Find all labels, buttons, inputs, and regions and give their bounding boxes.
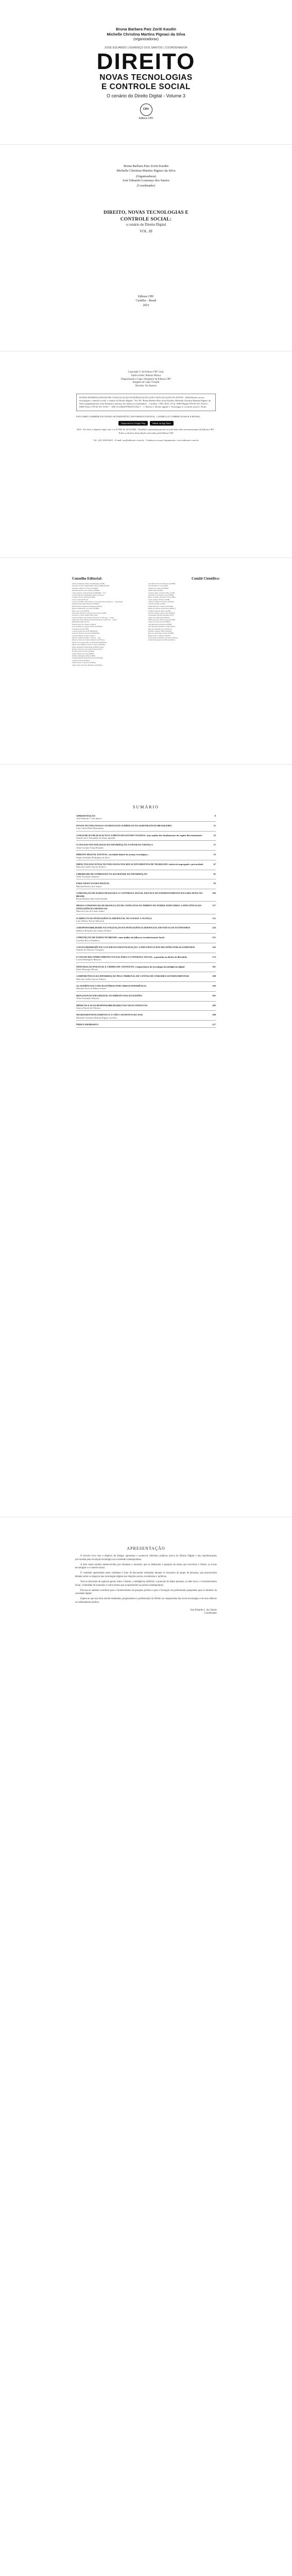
toc-entry-author: Lorena Rodrigues Massaro — [76, 958, 101, 961]
publisher-contact: Tel.: (41) 3039-6418 – E-mail: sac@editoracrv.com.br · Conheça os nossos lançamentos: www.editoracrv.com.br — [93, 438, 199, 442]
credits-page — [0, 351, 292, 557]
credits-line: Revisão: Os Autores — [135, 385, 157, 387]
council-member: Rafael Faria Coutinho (UENF) — [148, 634, 170, 637]
council-member: Luis Fernando Paulista Cotian (UFV) — [148, 625, 176, 628]
toc-divider — [76, 831, 216, 832]
toc-entry-title: REFLEXOS DA ERA DIGITAL NO DIREITO DAS SUCESSÕES — [76, 994, 142, 997]
title-line: DIREITO, NOVAS TECNOLOGIAS E — [103, 210, 189, 216]
council-member: Eduardo Fernandes Barbosa (UFMG) — [72, 603, 99, 605]
council-member: Anselmo Alencar Colares (UFOPA) — [72, 587, 98, 589]
toc-divider — [76, 991, 216, 992]
title-page-publisher — [0, 295, 292, 308]
toc-entry-author: Bruna Barbara Paiz Zoriti Kasdin — [76, 897, 108, 901]
credits-header — [76, 371, 216, 388]
council-member: Marcelo Paixão (UFRJ e UTexas – US) — [72, 637, 101, 639]
cover-author: Michelle Christina Martins Pignaci da Silva — [107, 32, 185, 37]
cover-subtitle-line: E CONTROLE SOCIAL — [101, 82, 191, 92]
toc-entry-page: 25 — [213, 834, 216, 837]
council-member: Guillermo Arias Beatón (Universidade de La Havana – Cuba) — [72, 619, 117, 621]
presentation-paragraph: O conteúdo apresentado nesta coletânea é fruto de discussões realizadas durante os encontros do grupo de pesquisa, que promoveram debates sobre os impactos das tecnologias digitais nas relações sociais, econômicas e jurídicas. — [75, 1572, 217, 1579]
toc-entry-heading — [76, 926, 216, 929]
rights-notice: 2022 · Foi feito o depósito legal conf. Lei 10.994 de 14/12/2004 · Proibida a reprodução parcial ou total desta obra sem autorização da Editora CRV · Todos os direitos desta edição reservados pela Editora CRV — [76, 428, 216, 434]
presentation-paragraph: Espera-se que esta obra auxilie estudantes, pesquisadores e profissionais do Direito na compreensão das novas tecnologias e de seus reflexos no ordenamento jurídico. — [75, 1598, 217, 1604]
council-columns — [72, 583, 220, 666]
toc-entry-title: O USO DAS TECNOLOGIAS DA INFORMAÇÃO A FAVOR DA CRIANÇA — [76, 843, 153, 846]
cover-coordination: (organizadoras) — [133, 38, 159, 42]
toc-entry-page: 205 — [212, 1004, 216, 1007]
toc-entry[interactable] — [76, 985, 216, 992]
toc-entry-author: José Eduardo L. dos Santos — [76, 817, 102, 820]
credits-line: Imagem de Capa: Freepik — [132, 381, 160, 384]
council-member: Fernando Antônio Gonçalves Alcoforado (IPB) — [72, 612, 107, 614]
council-member: Gloria Fariñas León (Universidade de La Havana – Cuba) — [72, 616, 114, 619]
publisher-logo-icon: CRV — [140, 104, 152, 116]
toc-entry[interactable] — [76, 863, 216, 870]
toc-entry-title: MÉDICOS E SUAS RESPONSABILIDADES NAS TELECONSULTAS — [76, 1004, 148, 1007]
toc-entry-title: A NOVA HERMENÊUTICA NA ERA DA DIGITALIZAÇÃO: A INFLUÊNCIA DAS DECISÕES POR ALGORITMOS — [76, 945, 195, 948]
toc-entry-author: Gabriel da F. Fernandes de Souza Spinelli — [76, 836, 115, 839]
council-member: Ubiratan Nogueira de Oliveira (FAC) — [148, 639, 175, 641]
council-member: Jacquelaine Florindo Borges (UFU) — [148, 614, 174, 617]
toc-entry-author: Matheus Pimentel dos Santos Delfino — [76, 929, 111, 932]
council-member: Maria Cristina dos Santos Bezerra (UFSCar) — [72, 639, 105, 641]
toc-entry-title: A RESPONSABILIDADE NA UTILIZAÇÃO DA INTELIGÊNCIA ARTIFICIAL EM VEÍCULOS AUTÔNOMOS — [76, 926, 191, 929]
council-member: Claudio Gontijo (UFSJ) — [148, 603, 166, 605]
toc-entry-page: 217 — [212, 1023, 216, 1026]
council-member: Solange Helena Ximenes-Rocha (UFOPA) — [72, 657, 103, 659]
toc-entry[interactable] — [76, 815, 216, 822]
title-page-name: José Eduardo Lourenço dos Santos — [123, 178, 169, 182]
council-member: Marcelo Nepomuceno (UFSCar) — [148, 628, 172, 630]
title-page-name: Michelle Christina Martins Pignaci da Silva — [116, 168, 176, 173]
toc-entry-author: Mariana Pereira dos Santos — [76, 885, 102, 888]
cover-page — [0, 0, 292, 144]
council-member: Gildásio Santana Júnior (UFB) — [148, 609, 170, 612]
title-page-names — [0, 164, 292, 188]
council-member: Jefferson Jorge Vieira Gomes (UNIP) — [148, 619, 176, 621]
council-member: José Meireles Sobrinho (UNEB) — [148, 623, 172, 625]
council-member: Leonel Severo Rocha (UNISINOS) — [72, 630, 98, 632]
council-member: Sydione Santos (UEPG) — [72, 659, 90, 662]
presentation-paragraph: Tem-se discussão de aspectos gerais sobre o direito, a inteligência artificial, a proteção de dados pessoais, as fake news, o reconhecimento facial, a liberdade de expressão e outros temas que se apresentam ao jurista contemporâneo. — [75, 1580, 217, 1587]
council-member: Natalino Salgado Filho (UFMA) — [148, 630, 172, 632]
presentation-title: APRESENTAÇÃO — [127, 1546, 165, 1551]
toc-entry[interactable] — [76, 904, 216, 914]
title-page-subtitle: o cenário do Direito Digital — [126, 223, 166, 227]
council-headings — [72, 577, 220, 581]
digital-notice: ESTA OBRA TAMBÉM ENCONTRA-SE DISPONÍVEL EM FORMATO DIGITAL. CONHEÇA E COMPRE NOSSOS E-BOOKS. — [76, 415, 201, 418]
cover-kicker: JOSÉ EDUARDO LOURENÇO DOS SANTOS | COORDENADOR — [104, 46, 188, 50]
council-member: Simone Rodrigues Pinto (UNB) — [72, 655, 95, 657]
toc-entry-page: 189 — [212, 975, 216, 978]
signature-role: Coordenador — [204, 1612, 217, 1615]
toc-entry-title: O IMPACTO DA INTELIGÊNCIA ARTIFICIAL NO ACESSO À JUSTIÇA — [76, 917, 152, 920]
toc-entry-title: O USO DO RECONHECIMENTO FACIAL PARA O CONTROLE SOCIAL: a garantia ao direito de liberdade — [76, 955, 187, 958]
store-badges — [76, 421, 216, 426]
toc-entry-page: 11 — [213, 824, 216, 827]
council-member: Sérgio Nunes de Jesus (IFRO) — [72, 652, 94, 655]
council-member: Clailton Ataídes de Freitas (UFSM) — [148, 601, 174, 603]
toc-entry-author: Carolina Ricci Ghandour — [76, 939, 100, 942]
presentation-paragraph: A obra reúne estudos desenvolvidos por discentes e docentes, que se dedicaram à pesquisa de temas que envolvem o direito, as novas tecnologias e o controle social. — [75, 1563, 217, 1570]
toc-divider — [76, 981, 216, 982]
credits-line: Copyright © da Editora CRV Ltda. — [128, 371, 164, 374]
toc-entry-page: 209 — [212, 1013, 216, 1016]
toc-entry-page: 67 — [213, 862, 216, 866]
council-member: Daniel Ricardo Castelan (PUCPR) — [148, 605, 174, 607]
toc-entry-author: Gabriel de Oliveira Cerqueira — [76, 948, 104, 952]
title-page-name: Bruna Barbara Paiz Zoriti Kasdin — [123, 164, 169, 168]
council-member: Antônio Pereira Gaio Júnior (UFRRJ) — [72, 589, 100, 592]
title-page-volume: VOL. III — [140, 229, 152, 233]
title-line: CONTROLE SOCIAL: — [120, 216, 172, 222]
council-member: André Nunes (UnB) — [148, 589, 163, 592]
toc-entry-author: Aline Assunção Siqueira — [76, 997, 99, 1000]
council-member: Armando João Dalla Costa (UFPR) — [148, 594, 174, 596]
cover-tagline: O cenário do Direito Digital - Volume 3 — [106, 93, 186, 99]
toc-entry[interactable] — [76, 926, 216, 934]
council-member: Jorge Luiz de Souza (UFOPA) — [148, 621, 170, 623]
scientific-committee-heading: Comitê Científico: — [191, 577, 220, 581]
toc-entry[interactable] — [76, 965, 216, 973]
toc-divider — [76, 933, 216, 934]
toc-entry-page: 53 — [213, 853, 216, 856]
cover-author: Bruna Barbara Paiz Zoriti Kasdin — [115, 27, 177, 31]
toc-entry-author: Marcela Coelho Garcia Tedesco — [76, 866, 106, 869]
council-member: Gustavo Abílio Galeno Arnt (UFMT) — [148, 612, 175, 614]
council-member: Ana Monteiro Costa (UPE) — [148, 585, 168, 587]
app-store-button[interactable]: Baixar na App Store — [150, 421, 174, 426]
toc-divider — [76, 1020, 216, 1021]
council-member: Anderson Catapan (UTFPR) — [148, 587, 169, 589]
credits-line: Editor-chefe: Railson Moura — [131, 374, 161, 377]
toc-entry-page: 105 — [212, 892, 216, 895]
presentation-body — [75, 1555, 217, 1605]
scientific-committee-list — [148, 583, 220, 666]
council-member: Carlos Alberto Vilar Estêvão (UMINHO – PT) — [72, 591, 106, 594]
toc-divider — [76, 901, 216, 902]
toc-entry[interactable] — [76, 892, 216, 902]
council-member: Jaime Jose Zitkoski (UFRGS) — [148, 616, 170, 619]
council-member: Carlos Federico Dominguez Avila (Unieuro) — [72, 594, 105, 596]
council-member: Carlos Alberto Ramos (UNB) — [148, 598, 170, 601]
toc-entry-page: 201 — [212, 994, 216, 997]
toc-divider — [76, 923, 216, 924]
toc-entry[interactable] — [76, 834, 216, 841]
toc-entry[interactable] — [76, 882, 216, 889]
toc-entry-page: 173 — [212, 955, 216, 958]
presentation-paragraph: O terceiro livro tem o objetivo de abrigar, apresentar e promover reflexões jurídicas acerca do Direito Digital e das transformações provocadas pela revolução tecnológica na sociedade contemporânea. — [75, 1555, 217, 1561]
toc-entry[interactable] — [76, 936, 216, 943]
publisher-line: 2022 — [143, 303, 149, 307]
toc-entry-title: INFILTRAÇÃO POLICIAL E CRIMES DE CONTEXTO: a importância da tecnologia da inteligência digital — [76, 965, 185, 968]
council-member: Tania Suely Azevedo Brasileiro (UFOPA) — [72, 664, 102, 666]
toc-entry[interactable] — [76, 975, 216, 982]
editorial-council-list — [72, 583, 144, 666]
council-member: Tadeu Oliver Gonçalves (UFPA) — [72, 662, 96, 664]
toc-entry-author: Marcela Coelho Garcia Tedesco — [76, 977, 106, 980]
council-member: Carmen Tereza Velanga (UNIR) — [72, 596, 96, 599]
signature-name: José Eduardo L. dos Santos — [190, 1608, 217, 1612]
toc-entry[interactable] — [76, 1004, 216, 1011]
council-member: Elione Maria Nogueira Diogenes (UFAL) — [72, 605, 102, 607]
council-member: Helmuth Krüger (UCP) — [72, 621, 90, 623]
toc-entry-page: 93 — [213, 882, 216, 885]
council-member: João Adalberto Campato Junior (UNESP) — [72, 625, 102, 628]
toc-entry-author: Luís Carlos Dalla Bernardina — [76, 827, 104, 830]
table-of-contents — [76, 815, 216, 1028]
title-page-role: (Organizadoras) — [136, 175, 156, 178]
toc-entry-author: Sérgio Jerônimo Rodrigues da Silva — [76, 856, 110, 859]
toc-entry-author: Mariana Alves de Moura Soares — [76, 987, 106, 990]
toc-entry-title: MEIOS CONSENSUAIS DE RESOLUÇÃO DE CONFLITOS NO ÂMBITO DO PODER JUDICIÁRIO: A INFLUÊNCIA DA INTELIGÊNCIA ARTIFICIAL — [76, 904, 201, 910]
cover-subtitle-line: NOVAS TECNOLOGIAS — [99, 73, 193, 82]
council-member: Breno de Paula Andrade Cruz (UFRJ) — [148, 596, 176, 599]
toc-entry[interactable] — [76, 824, 216, 832]
toc-divider — [76, 1027, 216, 1028]
toc-entry-page: 151 — [212, 936, 216, 939]
toc-divider — [76, 850, 216, 851]
council-member: Renato Francisco dos Santos Paula (UFG) — [72, 648, 103, 650]
toc-entry[interactable] — [76, 946, 216, 953]
toc-entry-title: DIREITO DIGITAL ESTATAL: sociedade diante do avanço tecnológico... — [76, 853, 149, 856]
toc-entry-author: Jessica Nicole de Oliveira — [76, 1007, 100, 1010]
council-member: Ana Maria Ferreira Menezes (UNEB) — [148, 583, 176, 585]
toc-entry-title: NEUROSSENTENCIAMENTO E O VIÉS COGNITIVO DO JUIZ — [76, 1013, 143, 1016]
council-member: Andréia da Silva Quintanilha Sousa (UNIR/UFRN) — [72, 585, 110, 587]
toc-entry-title: NOVAS TECNOLOGIAS E OS REFLEXOS JURÍDICOS NO AGRONEGÓCIO BRASILEIRO — [76, 824, 172, 827]
toc-entry-title: A PROTEÇÃO DE DADOS PESSOAIS E O CONTROLE SOCIAL EM FACE DO ENFRENTAMENTO DA FAKE NEWS NO BRASIL — [76, 892, 203, 897]
toc-entry-heading — [76, 843, 216, 846]
toc-entry-title: A PROTEÇÃO DE DADOS NO BRASIL: uma análise da falha no reconhecimento facial — [76, 936, 164, 939]
presentation-paragraph: Procura-se também contribuir para o fortalecimento da pesquisa jurídica e para a formação de profissionais preparados para os desafios da sociedade digital. — [75, 1589, 217, 1596]
toc-entry-heading — [76, 975, 216, 977]
toc-entry-heading — [76, 1013, 216, 1016]
toc-entry-heading — [76, 853, 216, 856]
toc-entry-page: 81 — [213, 872, 216, 875]
cover-authors — [0, 27, 292, 37]
toc-entry-page: 131 — [212, 917, 216, 920]
toc-entry-page: 163 — [212, 945, 216, 948]
toc-entry-author: Aline Assunção Siqueira — [76, 875, 99, 878]
council-member: Elizeu Clementino de Souza (UNEB) — [72, 607, 99, 610]
toc-divider — [76, 962, 216, 963]
publisher-line: Editora CRV — [138, 295, 154, 299]
council-member: Élsio José Corá (UFFS) — [72, 609, 90, 612]
council-member: Dimas de Oliveira Estevam (UNESC) — [148, 607, 176, 610]
toc-entry[interactable] — [76, 1023, 216, 1027]
toc-divider — [76, 1010, 216, 1011]
council-member: Lourdes Helena da Silva (UFV) — [72, 634, 95, 637]
council-member: Jailson Alves dos Santos (UFRJ) — [72, 623, 96, 625]
toc-divider — [76, 1001, 216, 1002]
toc-entry-heading — [76, 1023, 216, 1026]
council-member: Maria Lília Imbiriba Sousa Colares (UFOPA) — [72, 643, 105, 646]
toc-entry[interactable] — [76, 873, 216, 880]
cover-title: DIREITO — [96, 49, 196, 75]
toc-entry-page: 9 — [214, 815, 216, 817]
toc-entry-page: 37 — [213, 843, 216, 846]
council-page — [0, 558, 292, 764]
council-member: Francisco Carlos Duarte (PUC-PR) — [72, 614, 98, 617]
toc-entry-page: 181 — [212, 965, 216, 968]
toc-entry-author: Michelle Christina Martins Pignaci da Silva — [76, 1016, 117, 1019]
google-play-button[interactable]: Disponível no Google Play — [118, 421, 148, 426]
toc-entry-title: ÍNDICE REMISSIVO — [76, 1023, 99, 1026]
credits-line: Diagramação e Capa: Designers da Editora CRV — [121, 378, 171, 381]
toc-entry-title: A FRAUDE DA REALIZAÇÃO E A PROVA DO ESTADO NAZISTA: uma análise dos fundamentos do regime discriminatório — [76, 834, 202, 837]
publisher-line: Curitiba – Brasil — [135, 299, 157, 303]
toc-entry[interactable] — [76, 843, 216, 851]
title-page-role: (Coordenador) — [136, 184, 156, 188]
toc-entry-title: A IMPORTÂNCIA DA INFORMAÇÃO PELO TRIBUNAL DE CONTAS DE UNIDADES GOVERNAMENTAIS — [76, 975, 190, 978]
toc-entry[interactable] — [76, 1013, 216, 1021]
council-member: Josania Portela (UFPI) — [72, 628, 89, 630]
toc-entry-author: Aline Cristina Viana Brunetti — [76, 846, 104, 849]
toc-entry-author: Luiz Alberto Xavier Sinhorini — [76, 919, 105, 922]
toc-entry[interactable] — [76, 994, 216, 1002]
toc-entry[interactable] — [76, 956, 216, 963]
presentation-page — [0, 1517, 292, 2136]
toc-entry-heading — [76, 936, 216, 939]
toc-entry-page: 117 — [212, 904, 216, 907]
toc-entry-title: LIBERDADE DE EXPRESSÃO NA SOCIEDADE DA INFORMAÇÃO — [76, 872, 148, 875]
summary-title: SUMÁRIO — [133, 805, 159, 809]
council-member: Rita de Cássia Dias Soares (UFRB) — [148, 632, 174, 635]
council-member: Aldira Guimarães Duarte Domínguez (UNB) — [72, 583, 105, 585]
council-member: Sonia Maria Fernandes de Paula (UFAL) — [148, 637, 178, 639]
council-member: Rodrigo Pratte-Santos (UFES) — [72, 650, 94, 653]
toc-entry-title: APRESENTAÇÃO — [76, 815, 95, 817]
toc-entry-title: IMPACTOS DAS NOVAS TECNOLOGIAS NOS RELACIONAMENTOS DE TRABALHO: tutela do empregado e privacidade — [76, 862, 203, 866]
toc-entry[interactable] — [76, 853, 216, 860]
editorial-council-heading: Conselho Editorial: — [72, 577, 102, 581]
toc-entry-author: Marcelo Luiz de Castro Júnior — [76, 910, 105, 913]
presentation-signature — [75, 1609, 217, 1616]
toc-entry-title: AS AUDIÊNCIAS CONCILIATÓRIAS POR VIDEOCONFERÊNCIA — [76, 985, 147, 988]
council-member: Cesar Gerónimo Tello (Univer. Nacional Três de Febrero – Argentina) — [72, 601, 123, 603]
catalog-record: DADOS INTERNACIONAIS DE CATALOGAÇÃO NA PUBLICAÇÃO (CIP) CATALOGAÇÃO NA FONTE · D636 Direito, novas tecnologias e controle social: o cenário do Direito Digital - Vol. III / Bruna Barbara Paiz Zoriti Kasdin, Michelle Christina Martins Pignaci da Silva (organizadoras), José Eduardo Lourenço dos Santos (coordenador). – Curitiba : CRV, 2022. 210 p. ISBN Digital 978-65-251-3543-4 · ISBN Físico 978-65-251-3542-7 · DOI 10.24824/978652513542.7 · 1. Direito 2. Direito digital 3. Tecnologia 4. Controle social I. Título. — [76, 394, 216, 411]
council-member: Maria de Lourdes Pinto de Almeida (UNOESC) — [72, 641, 107, 643]
toc-entry[interactable] — [76, 917, 216, 924]
council-member: Antonio Isidro da Silva Filho (UNB) — [148, 591, 175, 594]
toc-entry-title: FAKE NEWS NA ERA DIGITAL — [76, 882, 110, 885]
summary-page — [0, 765, 292, 1517]
council-member: Celso Conti (UFSCar) — [72, 598, 89, 601]
toc-entry-page: 143 — [212, 926, 216, 929]
council-member: Lídia de Oliveira Xavier (UNIEURO) — [72, 632, 100, 635]
cover-publisher: Editora CRV — [139, 117, 153, 121]
title-page — [0, 145, 292, 351]
toc-divider — [76, 840, 216, 841]
toc-entry-author: Fabio Henrique Morais — [76, 968, 98, 971]
toc-divider — [76, 821, 216, 822]
toc-entry-heading — [76, 892, 216, 897]
title-page-title — [0, 210, 292, 223]
toc-entry-page: 195 — [212, 985, 216, 988]
council-member: Paulo Romualdo Hernandes (UNIFAL-MG) — [72, 646, 104, 648]
